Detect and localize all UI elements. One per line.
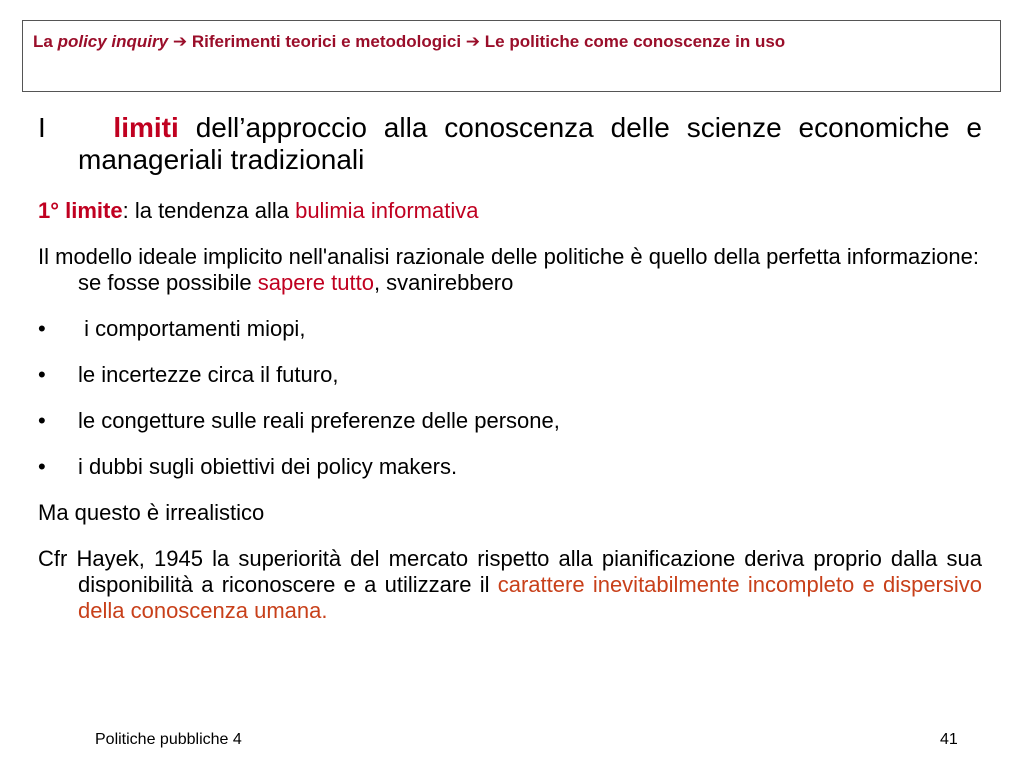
list-item xyxy=(38,362,982,388)
model-end: , svanirebbero xyxy=(373,270,514,295)
unrealistic-text: Ma questo è irrealistico xyxy=(38,500,265,525)
limit1-colon: : la tendenza alla xyxy=(122,198,296,223)
model-paragraph xyxy=(38,244,982,296)
heading-pre: I xyxy=(38,112,46,143)
arrow-right-icon: ➔ xyxy=(465,32,481,51)
bullet-text: le congetture sulle reali preferenze delle persone, xyxy=(78,408,560,433)
bullet-text: i dubbi sugli obiettivi dei policy makers. xyxy=(78,454,458,479)
page-number: 41 xyxy=(940,731,958,748)
unrealistic-paragraph xyxy=(38,500,982,526)
header-la: La xyxy=(33,32,53,51)
heading-limiti: limiti xyxy=(113,112,179,143)
list-item xyxy=(38,454,982,480)
slide-content xyxy=(38,112,982,644)
limit1-paragraph xyxy=(38,198,982,224)
limit1-highlight: bulimia informativa xyxy=(295,198,479,223)
model-text: Il modello ideale implicito nell'analisi razionale delle politiche è quello della perfetta informazione: se fosse possibile xyxy=(38,244,979,295)
list-item xyxy=(38,316,982,342)
list-item xyxy=(38,408,982,434)
header-policy-inquiry: policy inquiry xyxy=(57,32,169,51)
hayek-paragraph xyxy=(38,546,982,624)
limit1-label: 1° limite xyxy=(38,198,123,223)
bullet-icon: • xyxy=(38,408,46,433)
heading-rest: dell’approccio alla conoscenza delle scienze economiche e manageriali tradizionali xyxy=(78,112,983,175)
bullet-icon: • xyxy=(38,454,46,479)
hayek-highlight: carattere inevitabilmente incompleto e dispersivo della conoscenza umana. xyxy=(78,572,982,623)
hayek-text: Cfr Hayek, 1945 la superiorità del mercato rispetto alla pianificazione deriva proprio dalla sua disponibilità a riconoscere e a utilizzare il xyxy=(38,546,982,597)
slide-header xyxy=(22,20,1001,92)
bullet-text: le incertezze circa il futuro, xyxy=(78,362,339,387)
arrow-right-icon: ➔ xyxy=(172,32,188,51)
bullet-icon: • xyxy=(38,362,46,387)
header-part1: Riferimenti teorici e metodologici xyxy=(191,32,462,51)
bullet-icon: • xyxy=(38,316,46,341)
header-part2: Le politiche come conoscenze in uso xyxy=(484,32,786,51)
heading-paragraph xyxy=(38,112,982,176)
bullet-text: i comportamenti miopi, xyxy=(84,316,306,341)
model-highlight: sapere tutto xyxy=(257,270,374,295)
footer-title: Politiche pubbliche 4 xyxy=(95,731,242,748)
